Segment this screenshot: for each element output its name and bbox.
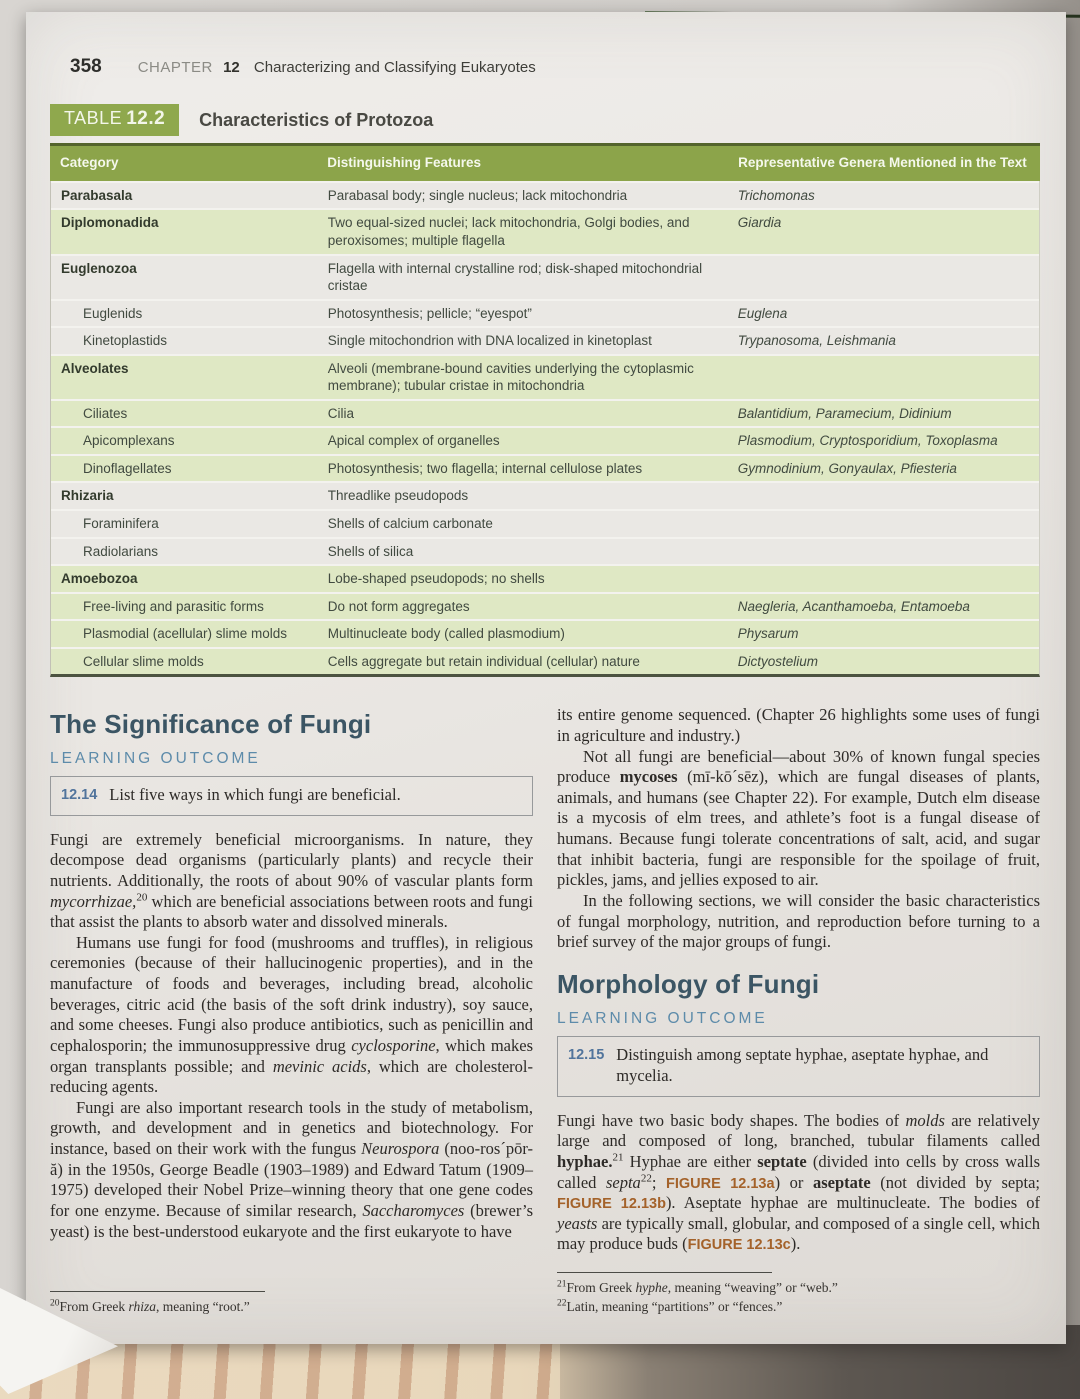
features-cell: Flagella with internal crystalline rod; disk-shaped mitochondrial cristae (327, 260, 703, 294)
section-heading-significance: The Significance of Fungi (50, 709, 372, 740)
chapter-label: CHAPTER (137, 59, 213, 76)
paragraph: its entire genome sequenced. (Chapter 26 highlights some uses of fungi in agriculture and industry.) (557, 705, 1040, 745)
category-cell: Apicomplexans (83, 433, 175, 449)
learning-outcome-number: 12.14 (61, 787, 98, 804)
features-cell: Cells aggregate but retain individual (cellular) nature (327, 653, 640, 669)
footnote: $^{22}$Latin, meaning “partitions” or “fences.” (557, 1298, 783, 1314)
genera-cell: Balantidium, Paramecium, Didinium (737, 405, 952, 421)
section-heading-morphology: Morphology of Fungi (557, 968, 820, 999)
features-cell: Single mitochondrion with DNA localized in kinetoplast (327, 333, 652, 349)
table-row (51, 592, 1039, 620)
table-label-number: 12.2 (126, 108, 166, 129)
features-cell: Apical complex of organelles (327, 433, 500, 449)
article-columns (50, 705, 1040, 1318)
features-cell: Cilia (327, 405, 355, 421)
features-cell: Photosynthesis; pellicle; “eyespot” (327, 305, 532, 321)
genera-cell: Trypanosoma, Leishmania (737, 333, 896, 349)
table-row (51, 299, 1039, 327)
category-cell: Ciliates (83, 405, 128, 421)
features-cell: Shells of calcium carbonate (327, 515, 493, 531)
chapter-number: 12 (223, 59, 240, 76)
category-cell: Euglenozoa (61, 260, 137, 276)
footnote-rule (50, 1291, 265, 1292)
footnotes-left (50, 1283, 533, 1318)
category-cell: Amoebozoa (61, 571, 138, 587)
table-label (50, 104, 179, 136)
paragraph: Fungi have two basic body shapes. The bodies of molds are relatively large and composed of long, branched, tubular filaments called hyphae.$^{21}$ Hyphae are either septate (divided into cells by cross walls called septa$^{22}$; FIGURE 12.13a) or aseptate (not divided by septa; FIGURE 12.13b). Aseptate hyphae are multinucleate. The bodies of yeasts are typically small, globular, and composed of a single cell, which may produce buds (FIGURE 12.13c). (557, 1110, 1041, 1254)
footnotes-right (557, 1264, 1040, 1318)
genera-cell: Plasmodium, Cryptosporidium, Toxoplasma (737, 433, 998, 449)
chapter-heading (138, 59, 536, 76)
genera-cell: Dictyostelium (737, 653, 819, 669)
table-row (51, 481, 1039, 509)
paragraph: Not all fungi are beneficial—about 30% of known fungal species produce mycoses (mī-kō´sēz), which are fungal diseases of plants, animals, and humans (see Chapter 22). For example, Dutch elm disease is a mycosis of elm trees, and athlete’s foot is a fungal disease of humans. Because fungi tolerate concentrations of salt, acid, and sugar that inhibit bacteria, fungi are responsible for the spoilage of fruit, pickles, jams, and jellies exposed to air. (557, 746, 1040, 890)
footnote-rule (557, 1272, 772, 1273)
table-row (51, 564, 1039, 592)
paragraph: Fungi are extremely beneficial microorganisms. In nature, they decompose dead organisms (particularly plants) and recycle their nutrients. Additionally, the roots of about 90% of vascular plants form mycorrhizae,$^{20}$ which are beneficial associations between roots and fungi that assist the plants to absorb water and dissolved minerals. (50, 829, 533, 932)
genera-cell (728, 539, 1039, 565)
table-row (51, 208, 1039, 253)
table-row (51, 509, 1039, 537)
table-title: Characteristics of Protozoa (199, 109, 434, 130)
table-row (51, 619, 1039, 647)
features-cell: Parabasal body; single nucleus; lack mitochondria (327, 187, 628, 203)
genera-cell (728, 483, 1039, 509)
left-column (50, 705, 533, 1318)
table-caption (50, 104, 1040, 136)
features-cell: Alveoli (membrane-bound cavities underlying the cytoplasmic membrane); tubular cristae in mitochondria (327, 360, 694, 394)
genera-cell: Giardia (737, 215, 782, 231)
features-cell: Threadlike pseudopods (327, 488, 469, 504)
learning-outcome-box-1214 (50, 776, 533, 815)
category-cell: Parabasala (61, 187, 133, 203)
learning-outcome-box-1215 (557, 1036, 1040, 1097)
learning-outcome-label: LEARNING OUTCOME (557, 1009, 768, 1027)
table-body (50, 181, 1040, 677)
category-cell: Kinetoplastids (83, 333, 168, 349)
category-cell: Dinoflagellates (83, 460, 172, 476)
genera-cell: Trichomonas (737, 187, 815, 203)
features-cell: Lobe-shaped pseudopods; no shells (327, 571, 545, 587)
features-cell: Photosynthesis; two flagella; internal cellulose plates (327, 460, 643, 476)
category-cell: Foraminifera (83, 515, 159, 531)
footnote: $^{20}$From Greek rhiza, meaning “root.” (50, 1298, 250, 1314)
column-header-genera: Representative Genera Mentioned in the Text (738, 155, 1027, 170)
genera-cell: Naegleria, Acanthamoeba, Entamoeba (737, 598, 970, 614)
category-cell: Plasmodial (acellular) slime molds (83, 626, 288, 642)
table-row (51, 647, 1039, 675)
category-cell: Euglenids (83, 305, 143, 321)
table-row (51, 399, 1039, 427)
table-header-row (50, 143, 1040, 181)
category-cell: Diplomonadida (61, 215, 159, 231)
category-cell: Free-living and parasitic forms (83, 598, 264, 614)
table-12-2 (50, 104, 1040, 677)
table-row (51, 537, 1039, 565)
column-header-category: Category (60, 155, 119, 170)
textbook-page (26, 12, 1066, 1344)
category-cell: Cellular slime molds (83, 653, 204, 669)
genera-cell (728, 356, 1039, 399)
features-cell: Do not form aggregates (327, 598, 470, 614)
table-row (51, 454, 1039, 482)
features-cell: Two equal-sized nuclei; lack mitochondria, Golgi bodies, and peroxisomes; multiple flagella (327, 215, 690, 248)
category-cell: Radiolarians (83, 543, 159, 559)
features-cell: Multinucleate body (called plasmodium) (327, 626, 565, 642)
genera-cell: Euglena (737, 305, 788, 321)
table-row (51, 181, 1039, 209)
genera-cell (728, 566, 1039, 592)
learning-outcome-text: Distinguish among septate hyphae, aseptate hyphae, and mycelia. (616, 1044, 989, 1086)
table-row (51, 426, 1039, 454)
features-cell: Shells of silica (327, 543, 414, 559)
paragraph: Humans use fungi for food (mushrooms and truffles), in religious ceremonies (because of their hallucinogenic properties), and in the manufacture of foods and beverages, including bread, alcoholic beverages, citric acid (the basis of the soft drink industry), soy sauce, and some cheeses. Fungi also produce antibiotics, such as penicillin and cephalosporin; the immunosuppressive drug cyclosporine, which makes organ transplants possible; and mevinic acids, which are cholesterol-reducing agents. (50, 932, 533, 1097)
genera-cell: Gymnodinium, Gonyaulax, Pfiesteria (737, 460, 957, 476)
table-row (51, 326, 1039, 354)
column-header-features: Distinguishing Features (327, 155, 482, 170)
category-cell: Rhizaria (61, 488, 114, 504)
genera-cell: Physarum (737, 626, 799, 642)
table-row (51, 254, 1039, 299)
learning-outcome-number: 12.15 (568, 1046, 605, 1063)
category-cell: Alveolates (61, 360, 129, 376)
learning-outcome-label: LEARNING OUTCOME (50, 750, 261, 768)
paragraph: Fungi are also important research tools in the study of metabolism, growth, and development and in genetics and biotechnology. For instance, based on their work with the fungus Neurospora (noo-ros´pōr-ă) in the 1950s, George Beadle (1903–1989) and Edward Tatum (1909–1975) developed their Nobel Prize–winning theory that one gene codes for one enzyme. Because of similar research, Saccharomyces (brewer’s yeast) is the best-understood eukaryote and the first eukaryote to have (50, 1097, 533, 1241)
genera-cell (728, 511, 1039, 537)
learning-outcome-text: List five ways in which fungi are beneficial. (109, 785, 401, 805)
table-label-word: TABLE (64, 108, 123, 128)
running-head (70, 56, 1040, 78)
table-row (51, 354, 1039, 399)
right-column (557, 705, 1040, 1318)
paragraph: In the following sections, we will consider the basic characteristics of fungal morphology, nutrition, and reproduction before turning to a brief survey of the major groups of fungi. (557, 890, 1040, 952)
page-number: 358 (70, 56, 102, 77)
genera-cell (728, 256, 1039, 299)
footnote: $^{21}$From Greek hyphe, meaning “weaving” or “web.” (557, 1279, 838, 1295)
chapter-title: Characterizing and Classifying Eukaryotes (253, 59, 536, 76)
